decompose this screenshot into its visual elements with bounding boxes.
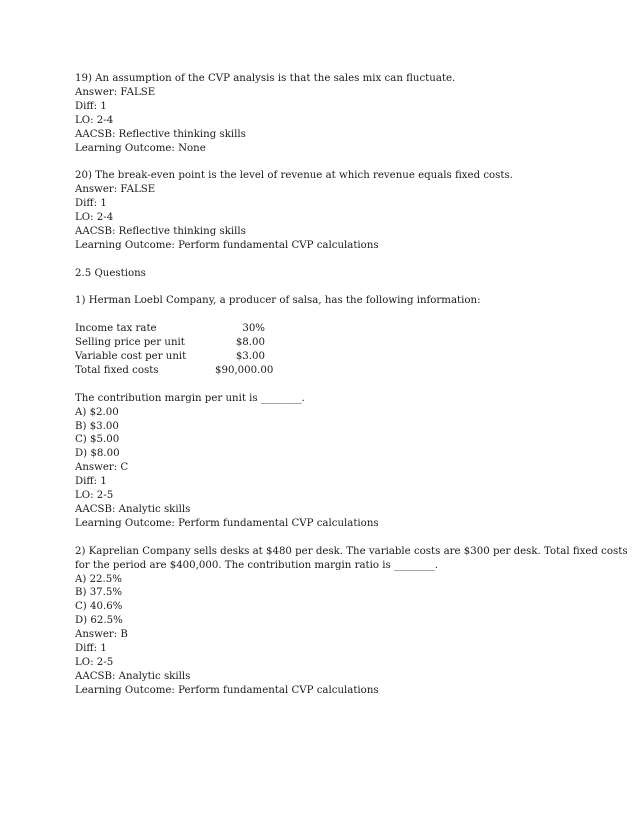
difficulty-line: Diff: 1 bbox=[75, 476, 107, 488]
spacer bbox=[75, 253, 575, 267]
option-c: C) $5.00 bbox=[75, 434, 120, 446]
option-c: C) 40.6% bbox=[75, 601, 123, 613]
question-text: 2) Kaprelian Company sells desks at $480 per desk. The variable costs are $300 per desk. Total fixed costs bbox=[75, 545, 628, 557]
question-text: 20) The break-even point is the level of revenue at which revenue equals fixed costs. bbox=[75, 170, 513, 182]
learning-outcome-line: Learning Outcome: None bbox=[75, 142, 206, 154]
difficulty-line: Diff: 1 bbox=[75, 100, 107, 112]
option-d: D) $8.00 bbox=[75, 448, 120, 460]
section-heading: 2.5 Questions bbox=[75, 267, 146, 279]
info-label: Selling price per unit bbox=[75, 337, 185, 349]
option-a: A) $2.00 bbox=[75, 406, 119, 418]
option-b: B) 37.5% bbox=[75, 587, 123, 599]
aacsb-line: AACSB: Reflective thinking skills bbox=[75, 128, 246, 140]
question-intro: 1) Herman Loebl Company, a producer of salsa, has the following information: bbox=[75, 295, 481, 307]
info-value: $8.00 bbox=[235, 337, 265, 349]
spacer bbox=[75, 531, 575, 545]
info-value: $90,000.00 bbox=[215, 364, 274, 376]
info-table bbox=[75, 322, 575, 378]
lo-line: LO: 2-4 bbox=[75, 114, 114, 126]
learning-outcome-line: Learning Outcome: Perform fundamental CVP calculations bbox=[75, 239, 379, 251]
question-block-19 bbox=[75, 72, 575, 155]
question-text: 19) An assumption of the CVP analysis is that the sales mix can fluctuate. bbox=[75, 73, 456, 84]
info-value: $3.00 bbox=[235, 351, 265, 363]
info-table-row bbox=[75, 336, 575, 350]
lo-line: LO: 2-5 bbox=[75, 490, 114, 502]
spacer bbox=[75, 308, 575, 322]
spacer bbox=[75, 378, 575, 392]
info-label: Income tax rate bbox=[75, 323, 157, 335]
answer-line: Answer: B bbox=[75, 629, 128, 641]
spacer bbox=[75, 155, 575, 169]
answer-line: Answer: FALSE bbox=[75, 86, 156, 98]
question-block-1 bbox=[75, 294, 575, 530]
question-block-2 bbox=[75, 545, 628, 698]
lo-line: LO: 2-4 bbox=[75, 212, 114, 224]
spacer bbox=[75, 281, 575, 295]
info-table-row bbox=[75, 364, 575, 378]
lo-line: LO: 2-5 bbox=[75, 656, 114, 668]
learning-outcome-line: Learning Outcome: Perform fundamental CVP calculations bbox=[75, 517, 379, 529]
learning-outcome-line: Learning Outcome: Perform fundamental CVP calculations bbox=[75, 684, 379, 696]
document-page bbox=[75, 72, 628, 698]
info-value: 30% bbox=[242, 323, 265, 335]
question-block-20 bbox=[75, 169, 575, 252]
aacsb-line: AACSB: Reflective thinking skills bbox=[75, 225, 246, 237]
info-table-row bbox=[75, 322, 575, 336]
aacsb-line: AACSB: Analytic skills bbox=[75, 504, 191, 516]
info-label: Variable cost per unit bbox=[75, 351, 187, 363]
question-text-continued: for the period are $400,000. The contribution margin ratio is ________. bbox=[75, 559, 438, 571]
difficulty-line: Diff: 1 bbox=[75, 643, 107, 655]
option-d: D) 62.5% bbox=[75, 615, 123, 627]
answer-line: Answer: C bbox=[75, 462, 129, 474]
info-label: Total fixed costs bbox=[75, 364, 159, 376]
option-b: B) $3.00 bbox=[75, 420, 119, 432]
aacsb-line: AACSB: Analytic skills bbox=[75, 670, 191, 682]
answer-line: Answer: FALSE bbox=[75, 184, 156, 196]
option-a: A) 22.5% bbox=[75, 573, 122, 585]
question-text: The contribution margin per unit is ________. bbox=[75, 392, 305, 404]
difficulty-line: Diff: 1 bbox=[75, 198, 107, 210]
info-table-row bbox=[75, 350, 575, 364]
